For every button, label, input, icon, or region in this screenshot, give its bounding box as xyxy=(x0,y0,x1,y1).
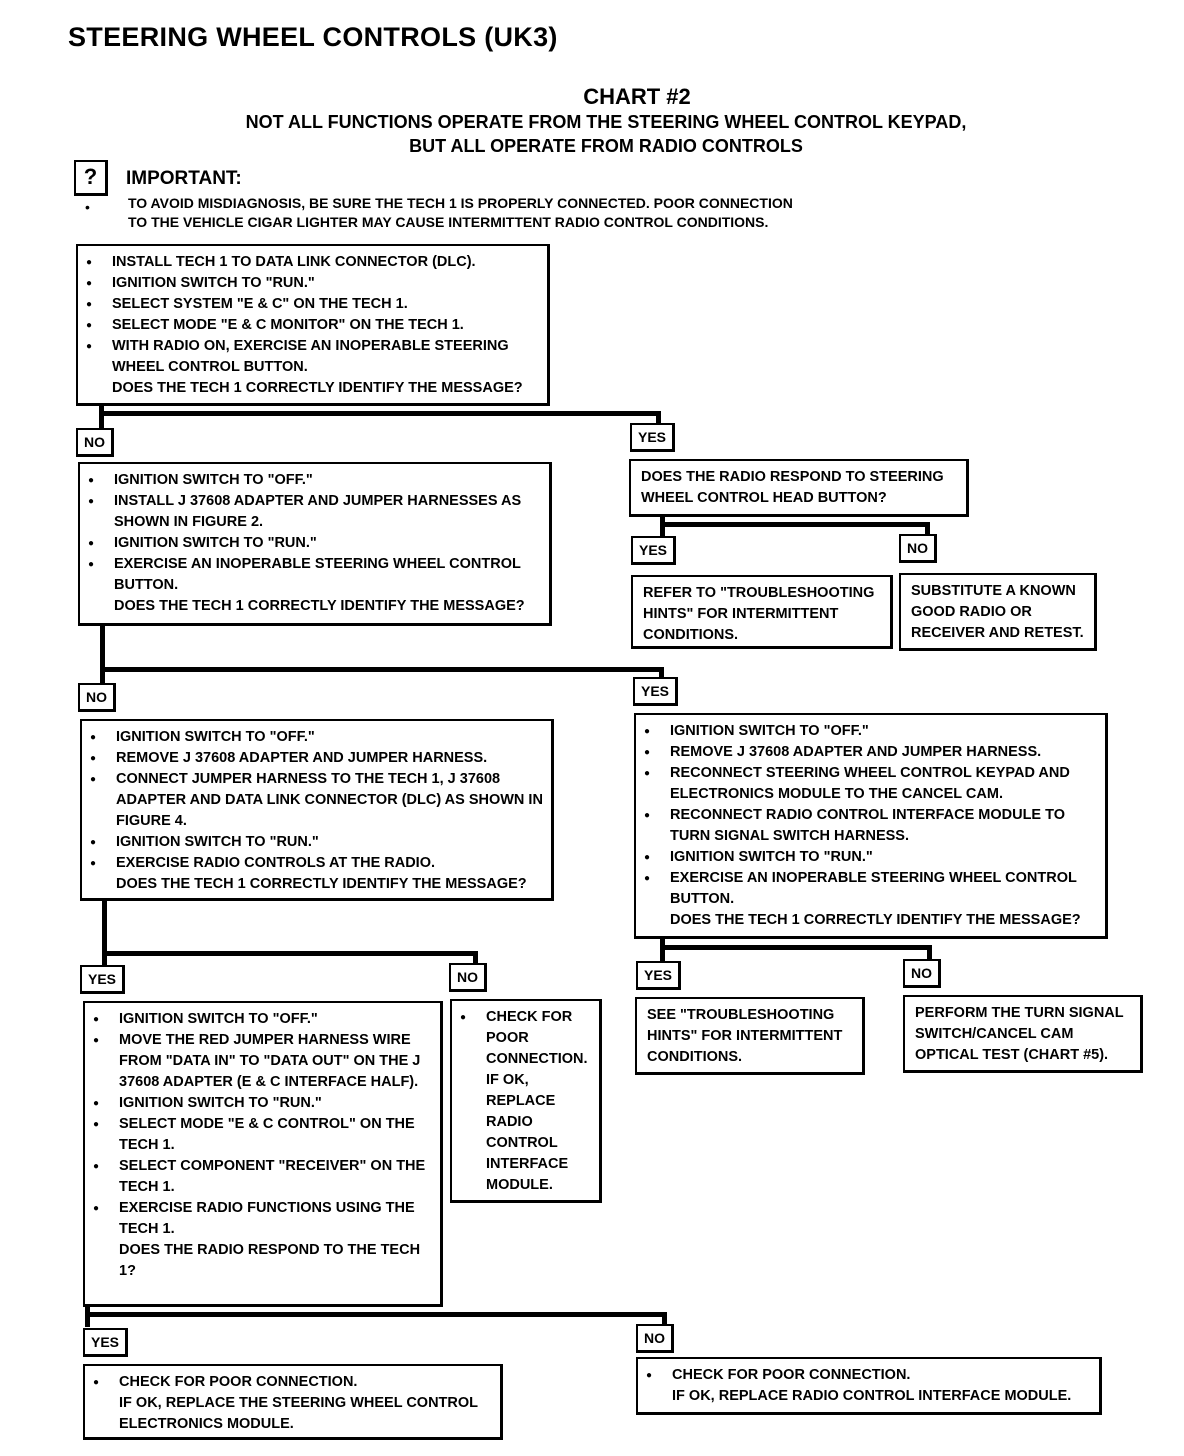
substitute-radio-box xyxy=(899,573,1097,651)
chart-subtitle-line1: NOT ALL FUNCTIONS OPERATE FROM THE STEERING WHEEL CONTROL KEYPAD, xyxy=(245,112,967,132)
step-install-adapter-box xyxy=(78,462,552,626)
list-item: ● IGNITION SWITCH TO "RUN." xyxy=(90,832,545,853)
connector-line xyxy=(99,411,661,416)
list-item: ● INSTALL TECH 1 TO DATA LINK CONNECTOR (DLC). xyxy=(86,252,541,273)
connector-line xyxy=(100,667,664,672)
yes-label: YES xyxy=(631,536,676,565)
see-troubleshooting-hints-box xyxy=(635,997,865,1075)
list-item: ● IGNITION SWITCH TO "RUN." xyxy=(93,1093,434,1114)
list-item: ● IGNITION SWITCH TO "OFF." xyxy=(88,470,543,491)
connector-line xyxy=(100,625,105,685)
decision-question: DOES THE TECH 1 CORRECTLY IDENTIFY THE MESSAGE? xyxy=(116,876,527,892)
list-item: ● IGNITION SWITCH TO "RUN." xyxy=(644,847,1099,868)
decision-question: DOES THE TECH 1 CORRECTLY IDENTIFY THE MESSAGE? xyxy=(670,912,1081,928)
list-item: ● EXERCISE AN INOPERABLE STEERING WHEEL CONTROL BUTTON. xyxy=(644,868,1099,910)
yes-label: YES xyxy=(633,677,678,706)
list-item: ● SELECT COMPONENT "RECEIVER" ON THE TECH 1. xyxy=(93,1156,434,1198)
list-item: ● INSTALL J 37608 ADAPTER AND JUMPER HARNESSES AS SHOWN IN FIGURE 2. xyxy=(88,491,543,533)
action-text: IF OK, REPLACE THE STEERING WHEEL CONTROL ELECTRONICS MODULE. xyxy=(119,1395,478,1432)
list-item: ● IGNITION SWITCH TO "OFF." xyxy=(644,721,1099,742)
connector-line xyxy=(660,945,932,950)
no-label: NO xyxy=(903,959,941,988)
list-item: ● WITH RADIO ON, EXERCISE AN INOPERABLE STEERING WHEEL CONTROL BUTTON. xyxy=(86,336,541,378)
list-item: ● SELECT MODE "E & C CONTROL" ON THE TECH 1. xyxy=(93,1114,434,1156)
list-item: ● MOVE THE RED JUMPER HARNESS WIRE FROM "DATA IN" TO "DATA OUT" ON THE J 37608 ADAPTER (E & C INTERFACE HALF). xyxy=(93,1030,434,1093)
page-title: STEERING WHEEL CONTROLS (UK3) xyxy=(68,22,558,52)
step-move-jumper-box xyxy=(83,1001,443,1307)
list-item: ● CHECK FOR POOR CONNECTION. xyxy=(93,1372,494,1393)
list-item: ● IGNITION SWITCH TO "OFF." xyxy=(90,727,545,748)
list-item: ● SELECT MODE "E & C MONITOR" ON THE TECH 1. xyxy=(86,315,541,336)
replace-radio-interface-box xyxy=(636,1357,1102,1415)
no-label: NO xyxy=(636,1324,674,1353)
optical-test-box xyxy=(903,995,1143,1073)
action-text: REFER TO "TROUBLESHOOTING HINTS" FOR INTERMITTENT CONDITIONS. xyxy=(643,585,875,643)
list-item: ● RECONNECT STEERING WHEEL CONTROL KEYPAD AND ELECTRONICS MODULE TO THE CANCEL CAM. xyxy=(644,763,1099,805)
decision-question: DOES THE RADIO RESPOND TO THE TECH 1? xyxy=(119,1242,421,1279)
caution-icon: ? xyxy=(74,160,108,196)
list-item: ● SELECT SYSTEM "E & C" ON THE TECH 1. xyxy=(86,294,541,315)
important-note xyxy=(128,194,888,232)
connector-line xyxy=(85,1312,667,1317)
step-install-tech1-box xyxy=(76,244,550,406)
list-item: ● CHECK FOR POOR CONNECTION. IF OK, REPLACE RADIO CONTROL INTERFACE MODULE. xyxy=(460,1007,593,1196)
connector-line xyxy=(102,899,107,967)
list-item: ● IGNITION SWITCH TO "RUN." xyxy=(86,273,541,294)
list-item: ● REMOVE J 37608 ADAPTER AND JUMPER HARNESS. xyxy=(90,748,545,769)
replace-interface-module-box xyxy=(450,999,602,1203)
connector-line xyxy=(102,951,478,956)
list-item: ● CONNECT JUMPER HARNESS TO THE TECH 1, J 37608 ADAPTER AND DATA LINK CONNECTOR (DLC) AS SHOWN IN FIGURE 4. xyxy=(90,769,545,832)
action-text: PERFORM THE TURN SIGNAL SWITCH/CANCEL CAM OPTICAL TEST (CHART #5). xyxy=(915,1005,1124,1063)
connector-line xyxy=(660,936,665,964)
action-text: IF OK, REPLACE RADIO CONTROL INTERFACE MODULE. xyxy=(672,1388,1072,1404)
important-bullet: • xyxy=(85,199,90,215)
list-item: ● RECONNECT RADIO CONTROL INTERFACE MODULE TO TURN SIGNAL SWITCH HARNESS. xyxy=(644,805,1099,847)
decision-question: DOES THE TECH 1 CORRECTLY IDENTIFY THE MESSAGE? xyxy=(112,380,523,396)
chart-number: CHART #2 xyxy=(583,84,691,109)
list-item: ● IGNITION SWITCH TO "RUN." xyxy=(88,533,543,554)
step-connect-jumper-box xyxy=(80,719,554,901)
yes-label: YES xyxy=(630,423,675,452)
radio-respond-question-box xyxy=(629,459,969,517)
important-note-line1: TO AVOID MISDIAGNOSIS, BE SURE THE TECH 1 IS PROPERLY CONNECTED. POOR CONNECTION xyxy=(128,195,793,211)
list-item: ● EXERCISE RADIO CONTROLS AT THE RADIO. xyxy=(90,853,545,874)
connector-line xyxy=(99,404,104,430)
no-label: NO xyxy=(78,683,116,712)
yes-label: YES xyxy=(636,961,681,990)
replace-electronics-module-box xyxy=(83,1364,503,1440)
troubleshooting-hints-box xyxy=(631,575,893,649)
step-reconnect-keypad-box xyxy=(634,713,1108,939)
connector-line xyxy=(660,522,930,527)
decision-question: DOES THE RADIO RESPOND TO STEERING WHEEL CONTROL HEAD BUTTON? xyxy=(641,469,944,506)
action-text: SUBSTITUTE A KNOWN GOOD RADIO OR RECEIVER AND RETEST. xyxy=(911,583,1084,641)
no-label: NO xyxy=(899,534,937,563)
decision-question: DOES THE TECH 1 CORRECTLY IDENTIFY THE MESSAGE? xyxy=(114,598,525,614)
list-item: ● IGNITION SWITCH TO "OFF." xyxy=(93,1009,434,1030)
action-text: SEE "TROUBLESHOOTING HINTS" FOR INTERMITTENT CONDITIONS. xyxy=(647,1007,843,1065)
list-item: ● CHECK FOR POOR CONNECTION. xyxy=(646,1365,1093,1386)
yes-label: YES xyxy=(80,965,125,994)
chart-subtitle-line2: BUT ALL OPERATE FROM RADIO CONTROLS xyxy=(409,136,803,156)
list-item: ● EXERCISE RADIO FUNCTIONS USING THE TECH 1. xyxy=(93,1198,434,1240)
yes-label: YES xyxy=(83,1328,128,1357)
no-label: NO xyxy=(449,963,487,992)
no-label: NO xyxy=(76,428,114,457)
list-item: ● REMOVE J 37608 ADAPTER AND JUMPER HARNESS. xyxy=(644,742,1099,763)
important-note-line2: TO THE VEHICLE CIGAR LIGHTER MAY CAUSE INTERMITTENT RADIO CONTROL CONDITIONS. xyxy=(128,214,769,230)
important-label: IMPORTANT: xyxy=(126,168,242,189)
list-item: ● EXERCISE AN INOPERABLE STEERING WHEEL CONTROL BUTTON. xyxy=(88,554,543,596)
